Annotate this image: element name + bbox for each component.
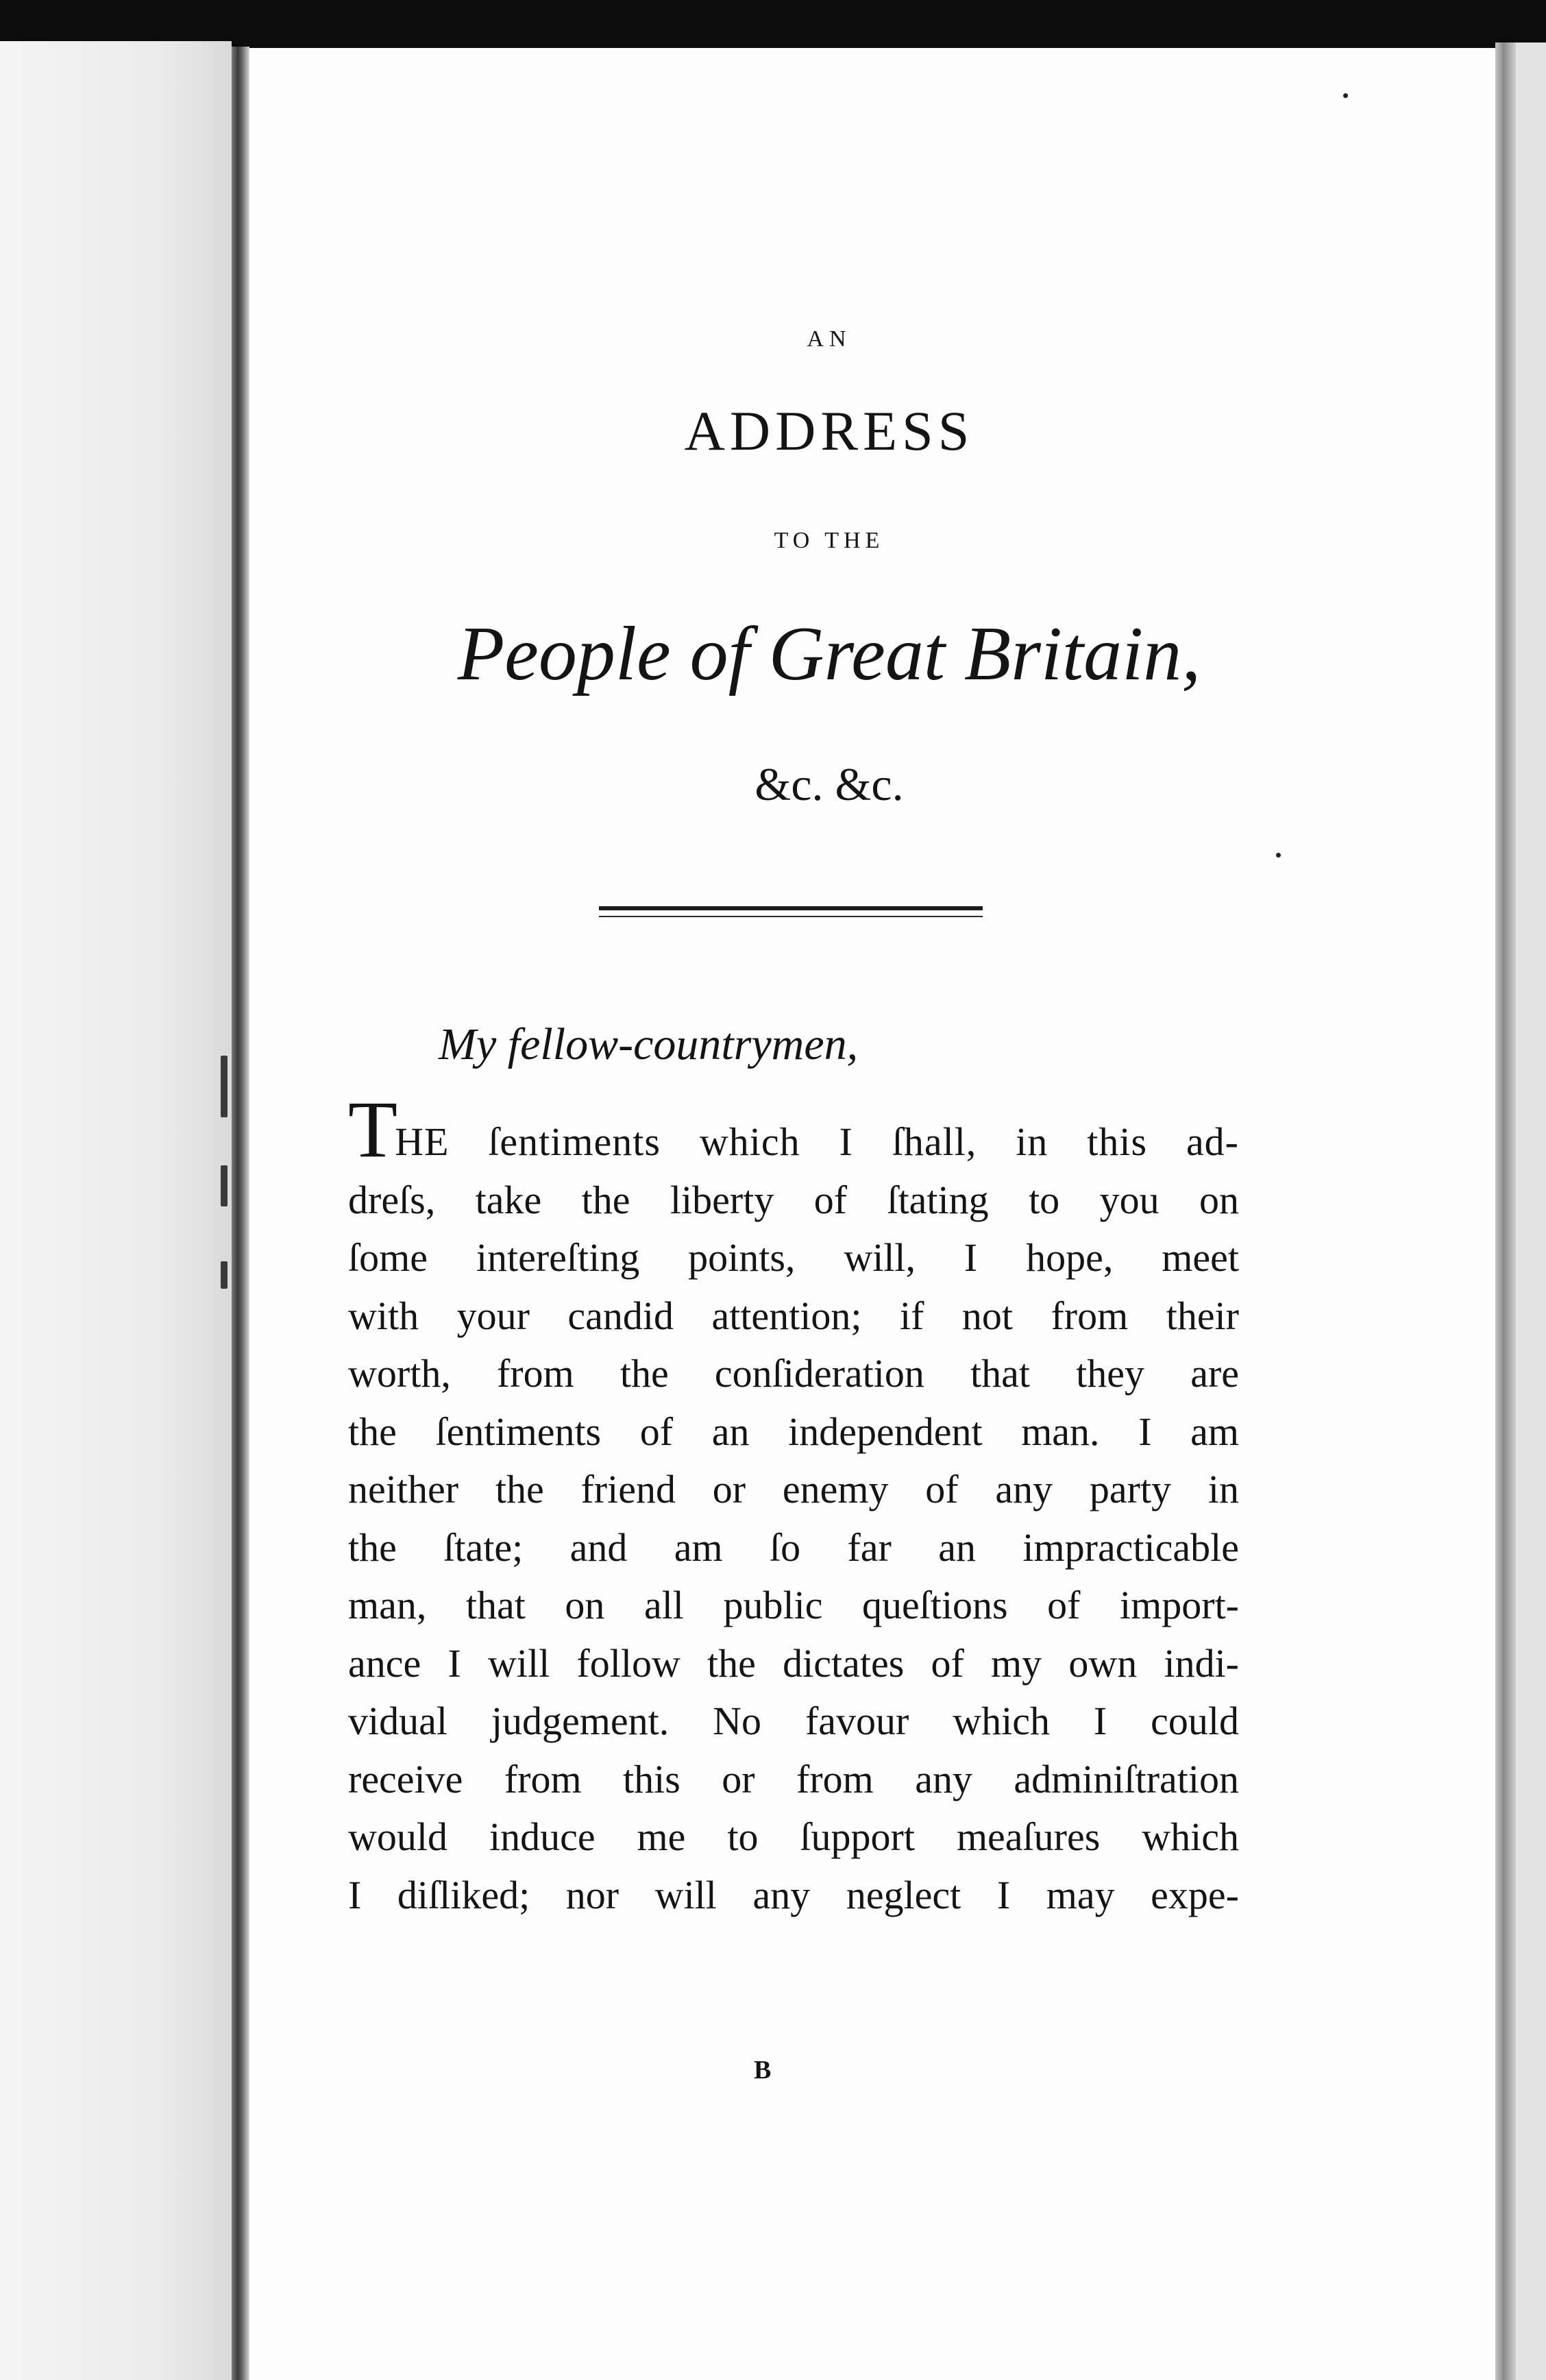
ink-speck [1276, 853, 1281, 858]
body-paragraph [348, 1084, 1239, 1924]
book-gutter [232, 47, 249, 2380]
body-line: the ſentiments of an independent man. I am [348, 1409, 1239, 1454]
body-line: man, that on all public queſtions of import- [348, 1583, 1239, 1627]
body-line: ance I will follow the dictates of my own indi- [348, 1640, 1239, 1686]
gutter-mark [221, 1165, 228, 1206]
drop-cap: T [348, 1084, 395, 1174]
ink-speck [1343, 93, 1348, 98]
gutter-mark [221, 1261, 228, 1289]
body-line: worth, from the conſideration that they are [348, 1351, 1239, 1396]
double-rule-divider [599, 906, 983, 923]
scan-margin-right [1516, 42, 1546, 2380]
body-line: would induce me to ſupport meaſures which [348, 1814, 1239, 1859]
body-line: receive from this or from any adminiſtration [348, 1756, 1239, 1801]
signature-mark: B [754, 2056, 772, 2085]
title-address: ADDRESS [684, 400, 974, 462]
rule-thin-line [599, 916, 983, 917]
title-etc: &c. &c. [754, 758, 904, 810]
page-edge-right [1495, 42, 1516, 2380]
body-line: with your candid attention; if not from their [348, 1293, 1239, 1338]
body-line: I diſliked; nor will any neglect I may expe- [348, 1872, 1239, 1917]
body-line: vidual judgement. No favour which I could [348, 1699, 1239, 1743]
body-line [348, 1084, 1239, 1174]
facing-page-left [0, 41, 232, 2380]
rule-thick-line [599, 906, 983, 910]
title-people-of-great-britain: People of Great Britain, [457, 611, 1201, 696]
body-line: ſome intereſting points, will, I hope, meet [348, 1235, 1239, 1280]
body-line: dreſs, take the liberty of ſtating to you on [348, 1177, 1239, 1222]
body-line: the ſtate; and am ſo far an impracticable [348, 1525, 1239, 1570]
salutation: My fellow-countrymen, [439, 1019, 859, 1069]
gutter-mark [221, 1056, 228, 1117]
body-line-text: HE ſentiments which I ſhall, in this ad- [395, 1119, 1239, 1164]
title-an: AN [807, 326, 852, 352]
scan-border-top [0, 0, 1546, 49]
title-to-the: TO THE [774, 528, 885, 553]
body-line: neither the friend or enemy of any party in [348, 1467, 1239, 1511]
